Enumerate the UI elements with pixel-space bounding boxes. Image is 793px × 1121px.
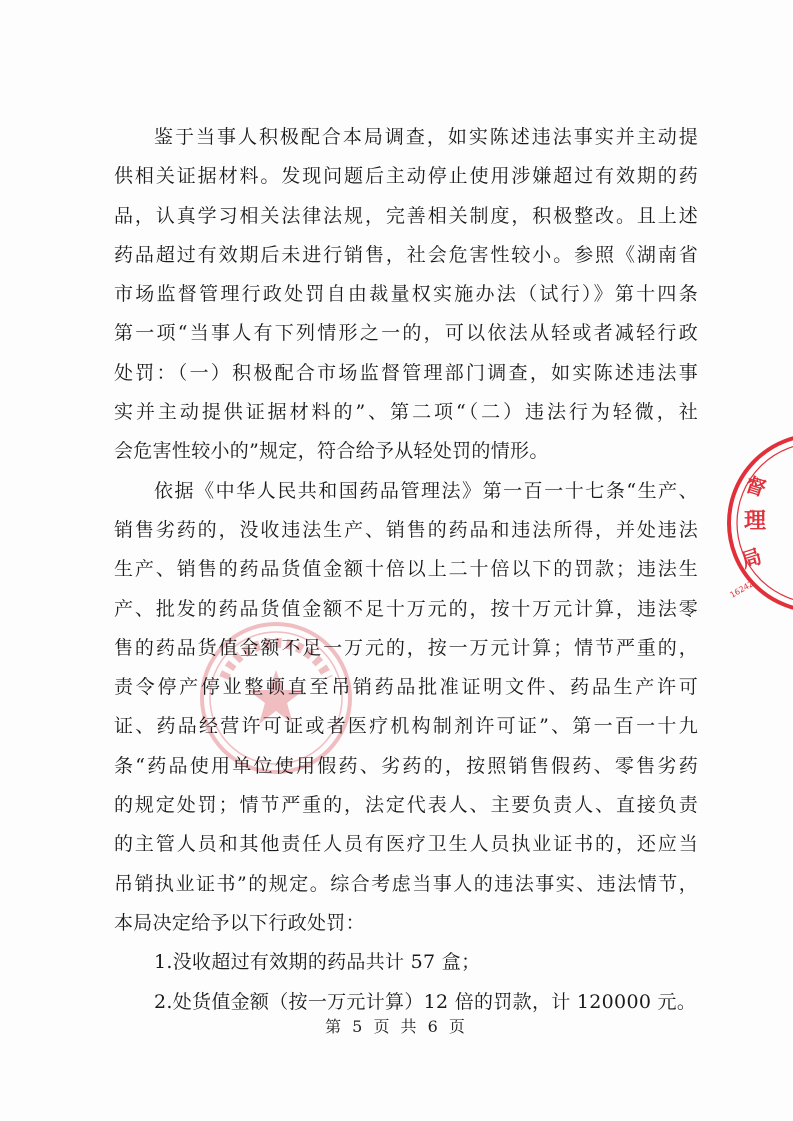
paragraph-line: 的规定处罚；情节严重的，法定代表人、主要负责人、直接负责 <box>114 794 698 817</box>
svg-text:理: 理 <box>744 509 767 534</box>
paragraph-line: 会危害性较小的”规定，符合给予从轻处罚的情形。 <box>114 440 549 463</box>
paragraph-line: 品，认真学习相关法律法规，完善相关制度，积极整改。且上述 <box>114 204 698 227</box>
paragraph-line: 责令停产停业整顿直至吊销药品批准证明文件、药品生产许可 <box>114 676 698 699</box>
paragraph-line: 售的药品货值金额不足一万元的，按一万元计算；情节严重的， <box>114 636 698 659</box>
paragraph-line: 条“药品使用单位使用假药、劣药的，按照销售假药、零售劣药 <box>114 754 698 777</box>
page-number: 第 5 页 共 6 页 <box>325 1017 468 1036</box>
svg-text:督: 督 <box>742 471 769 501</box>
paragraph-line: 实并主动提供证据材料的”、第二项“（二）违法行为轻微，社 <box>114 401 698 424</box>
penalty-item: 2.处货值金额（按一万元计算）12 倍的罚款，计 120000 元。 <box>154 990 697 1013</box>
document-body <box>114 118 698 1022</box>
paragraph-line: 证、药品经营许可证或者医疗机构制剂许可证”、第一百一十九 <box>114 715 698 738</box>
penalty-item: 1.没收超过有效期的药品共计 57 盒； <box>154 951 481 974</box>
paragraph-line: 药品超过有效期后未进行销售，社会危害性较小。参照《湖南省 <box>114 243 698 266</box>
paragraph-line: 销售劣药的，没收违法生产、销售的药品和违法所得，并处违法 <box>114 518 698 541</box>
paragraph-line: 处罚：（一）积极配合市场监督管理部门调查，如实陈述违法事 <box>114 361 698 384</box>
paragraph-line: 吊销执业证书”的规定。综合考虑当事人的违法事实、违法情节， <box>114 872 698 895</box>
paragraph-line: 的主管人员和其他责任人员有医疗卫生人员执业证书的，还应当 <box>114 833 698 856</box>
edge-seal-stamp <box>722 428 793 618</box>
paragraph-line: 依据《中华人民共和国药品管理法》第一百一十七条“生产、 <box>154 479 698 502</box>
svg-text:16242: 16242 <box>728 579 756 600</box>
paragraph-line: 生产、销售的药品货值金额十倍以上二十倍以下的罚款；违法生 <box>114 558 698 581</box>
paragraph-line: 供相关证据材料。发现问题后主动停止使用涉嫌超过有效期的药 <box>114 165 698 188</box>
paragraph-line: 本局决定给予以下行政处罚： <box>114 911 365 934</box>
paragraph-line: 市场监督管理行政处罚自由裁量权实施办法（试行）》第十四条 <box>114 283 698 306</box>
paragraph-line: 鉴于当事人积极配合本局调查，如实陈述违法事实并主动提 <box>154 126 698 148</box>
paragraph-line: 产、批发的药品货值金额不足十万元的，按十万元计算，违法零 <box>114 597 698 620</box>
paragraph-line: 第一项“当事人有下列情形之一的，可以依法从轻或者减轻行政 <box>114 322 698 345</box>
svg-text:局: 局 <box>738 543 765 573</box>
